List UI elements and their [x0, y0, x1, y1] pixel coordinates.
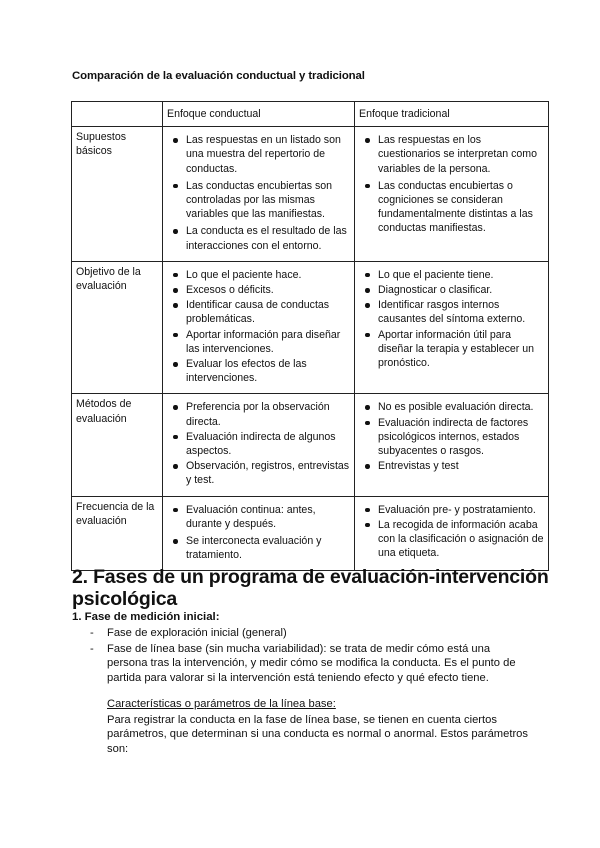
- table-header-empty: [72, 102, 163, 127]
- list-item: [167, 400, 351, 428]
- list-item: [167, 268, 351, 282]
- list-item: [167, 283, 351, 297]
- list-item: [359, 503, 545, 517]
- bullet-icon: [173, 405, 178, 410]
- conductual-cell: [163, 496, 355, 571]
- table-row: [72, 127, 549, 262]
- table-header-tradicional: Enfoque tradicional: [355, 102, 549, 127]
- tradicional-cell: [355, 127, 549, 262]
- bullet-icon: [173, 273, 178, 278]
- comparison-table: [71, 101, 549, 571]
- table-header-row: [72, 102, 549, 127]
- bullet-icon: [365, 184, 370, 189]
- list-item-text: Identificar rasgos internos causantes del síntoma externo.: [378, 299, 526, 326]
- tradicional-cell: [355, 394, 549, 496]
- list-item: [359, 459, 545, 473]
- list-item: [167, 357, 351, 385]
- list-item: [72, 642, 522, 686]
- bullet-icon: [173, 362, 178, 367]
- bullet-list: [359, 503, 545, 561]
- tradicional-cell: [355, 496, 549, 571]
- list-item: [359, 133, 545, 176]
- list-item-text: Diagnosticar o clasificar.: [378, 284, 493, 297]
- bullet-icon: [365, 273, 370, 278]
- list-item: [359, 179, 545, 236]
- list-item: [167, 430, 351, 458]
- bullet-icon: [365, 288, 370, 293]
- list-item-text: Evaluación pre- y postratamiento.: [378, 503, 536, 516]
- bullet-list: [167, 503, 351, 563]
- list-item-text: No es posible evaluación directa.: [378, 401, 534, 414]
- bullet-list: [167, 400, 351, 487]
- list-item: [167, 179, 351, 222]
- list-item-text: Preferencia por la observación directa.: [186, 401, 330, 428]
- list-item: [72, 626, 522, 641]
- list-item-text: Lo que el paciente hace.: [186, 268, 302, 281]
- list-item: [359, 518, 545, 561]
- baseline-subsection: [107, 697, 537, 756]
- conductual-cell: [163, 394, 355, 496]
- list-item-text: Identificar causa de conductas problemáticas.: [186, 299, 330, 326]
- table-header-conductual: Enfoque conductual: [163, 102, 355, 127]
- bullet-icon: [365, 508, 370, 513]
- bullet-icon: [365, 523, 370, 528]
- phase-heading: 1. Fase de medición inicial:: [72, 611, 220, 623]
- bullet-icon: [173, 288, 178, 293]
- bullet-icon: [365, 421, 370, 426]
- list-item: [167, 328, 351, 356]
- row-label: Frecuencia de la evaluación: [72, 496, 163, 571]
- bullet-icon: [173, 464, 178, 469]
- list-item: [359, 283, 545, 297]
- table-title: Comparación de la evaluación conductual y tradicional: [72, 70, 365, 82]
- list-item: [359, 416, 545, 459]
- list-item: [167, 459, 351, 487]
- list-item-text: Evaluar los efectos de las intervenciones.: [186, 358, 307, 385]
- list-item-text: La conducta es el resultado de las interacciones con el entorno.: [186, 225, 347, 252]
- bullet-list: [167, 133, 351, 253]
- bullet-icon: [173, 138, 178, 143]
- list-item-text: Las respuestas en un listado son una muestra del repertorio de conductas.: [186, 134, 341, 175]
- subsection-heading: Características o parámetros de la línea base:: [107, 698, 336, 710]
- row-label: Métodos de evaluación: [72, 394, 163, 496]
- bullet-icon: [365, 303, 370, 308]
- list-item: [359, 298, 545, 326]
- bullet-icon: [173, 333, 178, 338]
- bullet-icon: [173, 303, 178, 308]
- dash-icon: -: [90, 627, 94, 639]
- bullet-icon: [365, 405, 370, 410]
- list-item-text: Evaluación continua: antes, durante y después.: [186, 503, 316, 530]
- bullet-icon: [365, 138, 370, 143]
- list-item-text: Las respuestas en los cuestionarios se interpretan como variables de la persona.: [378, 134, 537, 175]
- list-item-text: Entrevistas y test: [378, 460, 459, 473]
- bullet-icon: [173, 508, 178, 513]
- conductual-cell: [163, 127, 355, 262]
- list-item-text: Se interconecta evaluación y tratamiento.: [186, 535, 322, 562]
- bullet-icon: [365, 333, 370, 338]
- list-item: [167, 133, 351, 176]
- bullet-icon: [173, 435, 178, 440]
- bullet-icon: [173, 184, 178, 189]
- list-item-text: Las conductas encubiertas o cogniciones se consideran fundamentalmente distintas a las conductas manifiestas.: [378, 179, 533, 235]
- section-heading: 2. Fases de un programa de evaluación-intervención psicológica: [72, 566, 549, 610]
- list-item-text: Excesos o déficits.: [186, 284, 274, 297]
- list-item-text: Fase de línea base (sin mucha variabilidad): se trata de medir cómo está una persona tras la intervención, y medir cómo se modifica la conducta. Es el punto de partida para valorar si la intervención está teniendo efecto y qué efecto tiene.: [107, 642, 516, 684]
- conductual-cell: [163, 261, 355, 394]
- list-item-text: Evaluación indirecta de factores psicológicos internos, estados subyacentes o rasgos.: [378, 416, 529, 458]
- bullet-icon: [173, 229, 178, 234]
- list-item-text: Aportar información para diseñar las intervenciones.: [186, 328, 341, 355]
- list-item: [167, 298, 351, 326]
- list-item: [359, 268, 545, 282]
- list-item-text: La recogida de información acaba con la clasificación o asignación de una etiqueta.: [378, 518, 544, 560]
- subsection-text: Para registrar la conducta en la fase de línea base, se tienen en cuenta ciertos parámetros, que determinan si una conducta es normal o anormal. Estos parámetros son:: [107, 713, 528, 755]
- list-item-text: Fase de exploración inicial (general): [107, 627, 287, 639]
- list-item-text: Las conductas encubiertas son controladas por las mismas variables que las manifiestas.: [186, 179, 333, 221]
- list-item-text: Aportar información útil para diseñar la terapia y establecer un pronóstico.: [378, 328, 535, 370]
- list-item: [359, 328, 545, 371]
- list-item: [167, 224, 351, 252]
- dash-icon: -: [90, 642, 94, 655]
- bullet-list: [167, 268, 351, 386]
- row-label: Objetivo de la evaluación: [72, 261, 163, 394]
- list-item: [359, 400, 545, 414]
- list-item-text: Lo que el paciente tiene.: [378, 268, 494, 281]
- list-item: [167, 534, 351, 562]
- phase-list: [72, 626, 522, 686]
- bullet-list: [359, 268, 545, 370]
- table-row: [72, 496, 549, 571]
- bullet-list: [359, 400, 545, 473]
- tradicional-cell: [355, 261, 549, 394]
- table-row: [72, 394, 549, 496]
- table-row: [72, 261, 549, 394]
- bullet-icon: [173, 539, 178, 544]
- bullet-icon: [365, 464, 370, 469]
- row-label: Supuestos básicos: [72, 127, 163, 262]
- list-item-text: Evaluación indirecta de algunos aspectos.: [186, 430, 336, 458]
- list-item: [167, 503, 351, 531]
- bullet-list: [359, 133, 545, 235]
- list-item-text: Observación, registros, entrevistas y test.: [186, 460, 350, 487]
